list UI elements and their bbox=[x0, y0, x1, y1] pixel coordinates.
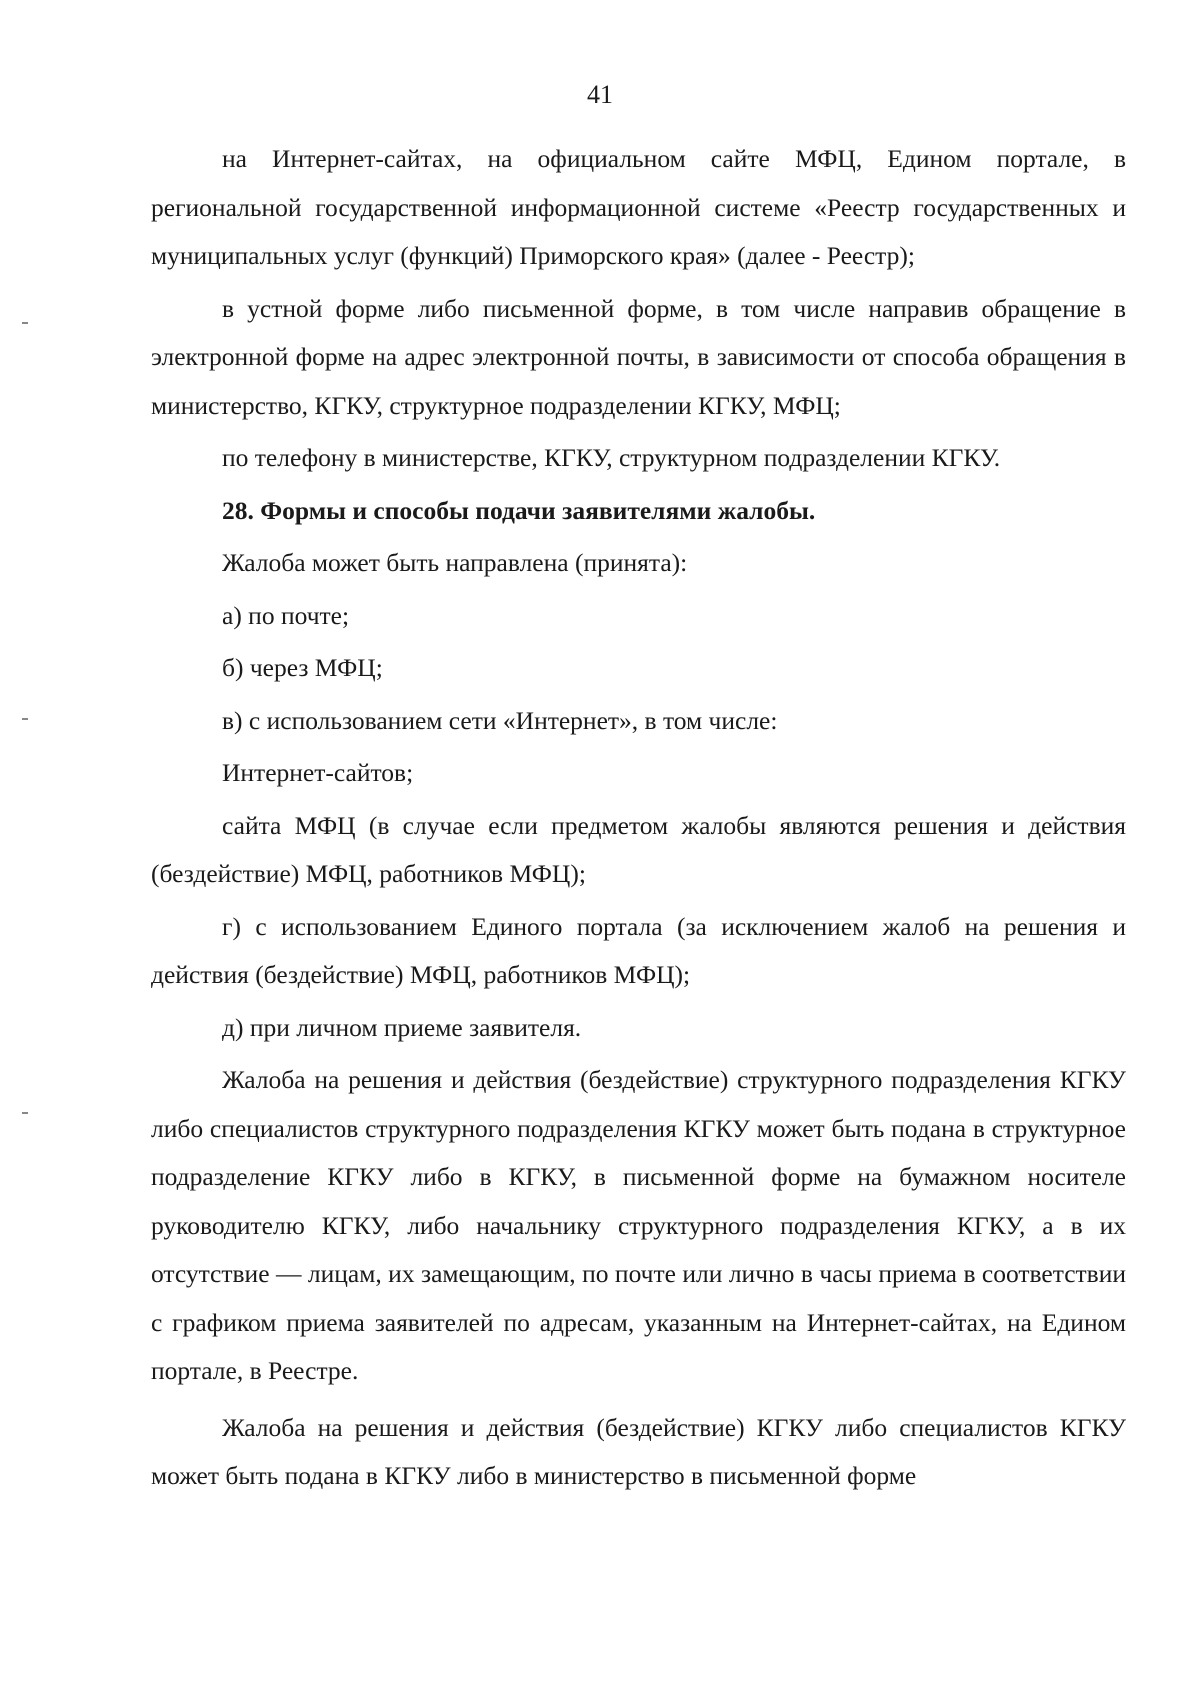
page-number: 41 bbox=[587, 80, 613, 109]
list-item: б) через МФЦ; bbox=[222, 653, 383, 682]
list-item: Интернет-сайтов; bbox=[222, 758, 414, 787]
list-item: д) при личном приеме заявителя. bbox=[222, 1012, 582, 1042]
scan-mark bbox=[22, 322, 28, 324]
scan-mark bbox=[22, 1112, 28, 1114]
paragraph: в устной форме либо письменной форме, в том числе направив обращение в электронной форме на адрес электронной почты, в зависимости от способа обращения в министерство, КГКУ, структурное подразделении КГКУ, МФЦ; bbox=[151, 293, 1126, 420]
list-item: а) по почте; bbox=[222, 600, 350, 630]
scan-mark bbox=[22, 718, 28, 720]
list-item: в) с использованием сети «Интернет», в том числе: bbox=[222, 705, 778, 735]
document-body bbox=[151, 135, 1126, 1501]
list-item: сайта МФЦ (в случае если предметом жалобы являются решения и действия (бездействие) МФЦ, работников МФЦ); bbox=[151, 810, 1126, 888]
paragraph: Жалоба может быть направлена (принята): bbox=[222, 548, 688, 577]
paragraph: по телефону в министерстве, КГКУ, структурном подразделении КГКУ. bbox=[222, 443, 1001, 472]
paragraph: на Интернет-сайтах, на официальном сайте МФЦ, Едином портале, в региональной государственной информационной системе «Реестр государственных и муниципальных услуг (функций) Приморского края» (далее - Реестр); bbox=[151, 144, 1126, 270]
paragraph: Жалоба на решения и действия (бездействие) КГКУ либо специалистов КГКУ может быть подана в КГКУ либо в министерство в письменной форме bbox=[151, 1412, 1126, 1490]
section-heading: 28. Формы и способы подачи заявителями жалобы. bbox=[222, 495, 816, 525]
paragraph: Жалоба на решения и действия (бездействие) структурного подразделения КГКУ либо специалистов структурного подразделения КГКУ может быть подана в структурное подразделение КГКУ либо в КГКУ, в письменной форме на бумажном носителе руководителю КГКУ, либо начальнику структурного подразделения КГКУ, а в их отсутствие — лицам, их замещающим, по почте или лично в часы приема в соответствии с графиком приема заявителей по адресам, указанным на Интернет-сайтах, на Едином портале, в Реестре. bbox=[151, 1065, 1126, 1385]
list-item: г) с использованием Единого портала (за исключением жалоб на решения и действия (бездействие) МФЦ, работников МФЦ); bbox=[151, 911, 1126, 989]
